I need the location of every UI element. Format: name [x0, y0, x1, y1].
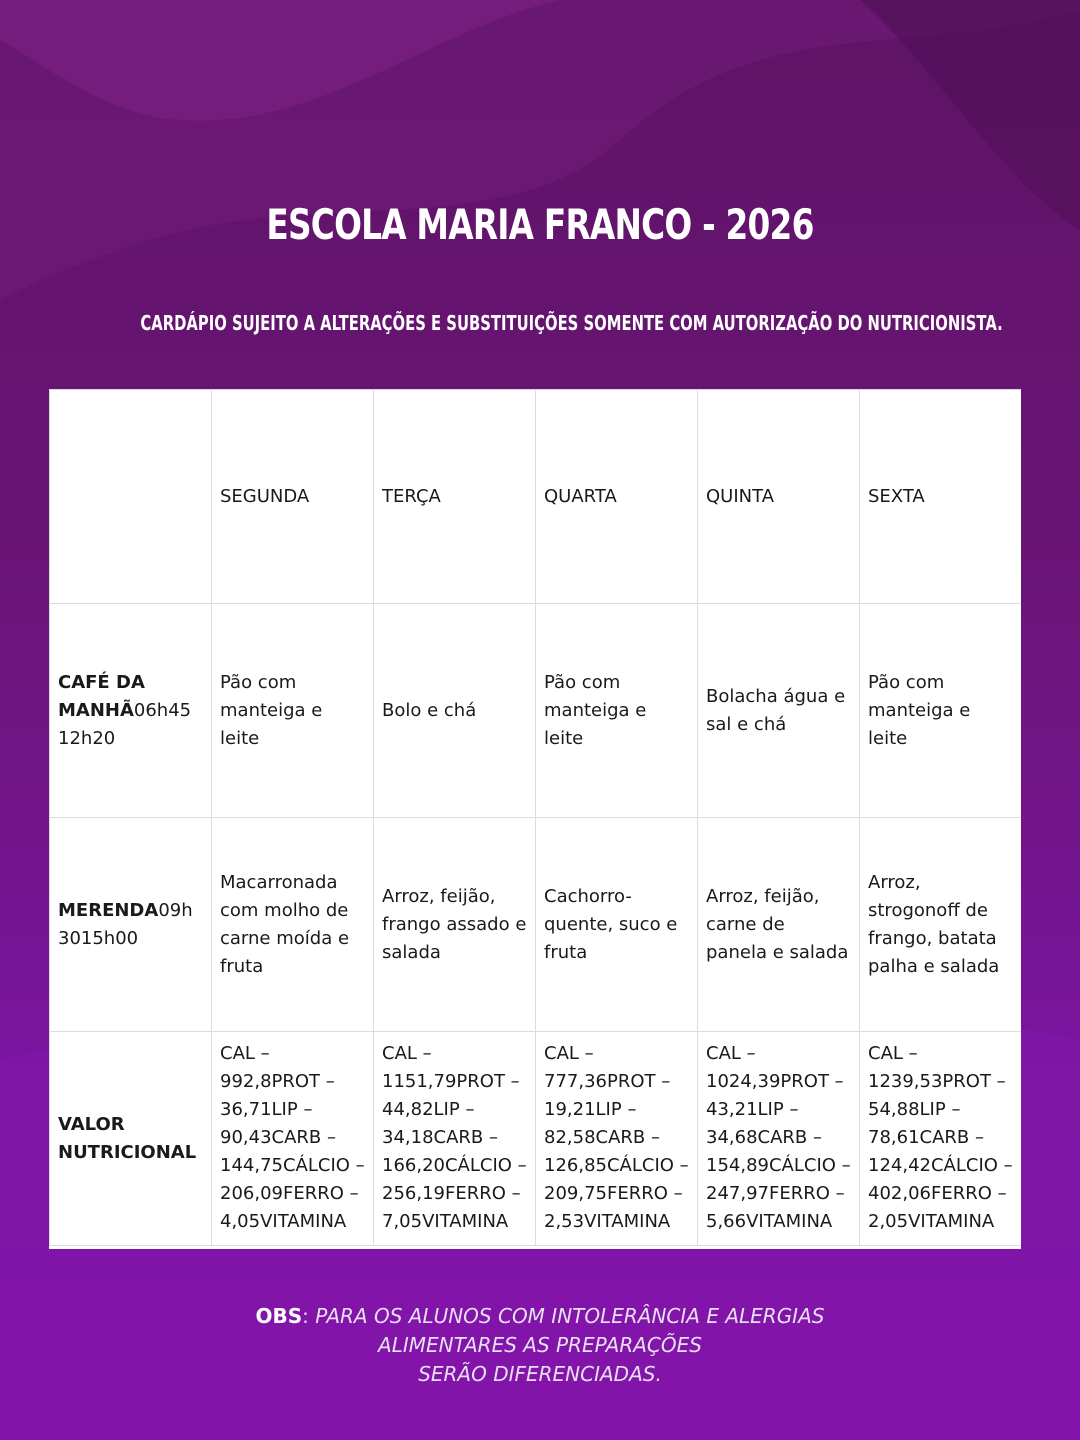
obs-label: OBS	[255, 1304, 303, 1328]
menu-cell: Arroz, feijão, carne de panela e salada	[698, 818, 860, 1032]
day-header: QUARTA	[536, 390, 698, 604]
menu-cell: Cachorro-quente, suco e fruta	[536, 818, 698, 1032]
nutrition-cell: CAL – 992,8PROT – 36,71LIP – 90,43CARB – 144,75CÁLCIO – 206,09FERRO – 4,05VITAMINA	[212, 1032, 374, 1246]
day-header: TERÇA	[374, 390, 536, 604]
day-header: SEGUNDA	[212, 390, 374, 604]
menu-cell: Bolacha água e sal e chá	[698, 604, 860, 818]
nutrition-cell: CAL – 1151,79PROT – 44,82LIP – 34,18CARB – 166,20CÁLCIO – 256,19FERRO – 7,05VITAMINA	[374, 1032, 536, 1246]
obs-line-3: SERÃO DIFERENCIADAS.	[418, 1362, 662, 1386]
obs-line-1: PARA OS ALUNOS COM INTOLERÂNCIA E ALERGIAS	[315, 1304, 825, 1328]
observation-note	[0, 1302, 1080, 1389]
row-label-bold: MERENDA	[58, 899, 159, 921]
table-header-row	[50, 390, 1022, 604]
menu-cell: Bolo e chá	[374, 604, 536, 818]
empty-corner-cell	[50, 390, 212, 604]
menu-table	[49, 389, 1021, 1249]
menu-cell: Macarronada com molho de carne moída e fruta	[212, 818, 374, 1032]
day-header: QUINTA	[698, 390, 860, 604]
table-row-breakfast	[50, 604, 1022, 818]
menu-cell: Arroz, strogonoff de frango, batata palha e salada	[860, 818, 1022, 1032]
obs-separator: :	[302, 1304, 316, 1328]
day-header: SEXTA	[860, 390, 1022, 604]
obs-line-2: ALIMENTARES AS PREPARAÇÕES	[378, 1333, 702, 1357]
menu-cell: Pão com manteiga e leite	[212, 604, 374, 818]
nutrition-cell: CAL – 1024,39PROT – 43,21LIP – 34,68CARB – 154,89CÁLCIO – 247,97FERRO – 5,66VITAMINA	[698, 1032, 860, 1246]
table-row-nutrition	[50, 1032, 1022, 1246]
row-label-nutrition	[50, 1032, 212, 1246]
row-label-time: 09h3015h00	[58, 899, 193, 949]
page-title: ESCOLA MARIA FRANCO - 2026	[266, 200, 814, 249]
table-row-snack	[50, 818, 1022, 1032]
menu-cell: Pão com manteiga e leite	[860, 604, 1022, 818]
row-label-bold: CAFÉ DA MANHÃ	[58, 671, 145, 721]
row-label-breakfast	[50, 604, 212, 818]
nutrition-cell: CAL – 777,36PROT – 19,21LIP – 82,58CARB – 126,85CÁLCIO – 209,75FERRO – 2,53VITAMINA	[536, 1032, 698, 1246]
page-subtitle: CARDÁPIO SUJEITO A ALTERAÇÕES E SUBSTITUIÇÕES SOMENTE COM AUTORIZAÇÃO DO NUTRICIONISTA.	[140, 311, 1003, 335]
row-label-snack	[50, 818, 212, 1032]
row-label-bold: VALOR NUTRICIONAL	[58, 1113, 197, 1163]
nutrition-cell: CAL – 1239,53PROT – 54,88LIP – 78,61CARB – 124,42CÁLCIO – 402,06FERRO – 2,05VITAMINA	[860, 1032, 1022, 1246]
menu-cell: Pão com manteiga e leite	[536, 604, 698, 818]
row-label-time: 06h45 12h20	[58, 699, 192, 749]
menu-cell: Arroz, feijão, frango assado e salada	[374, 818, 536, 1032]
